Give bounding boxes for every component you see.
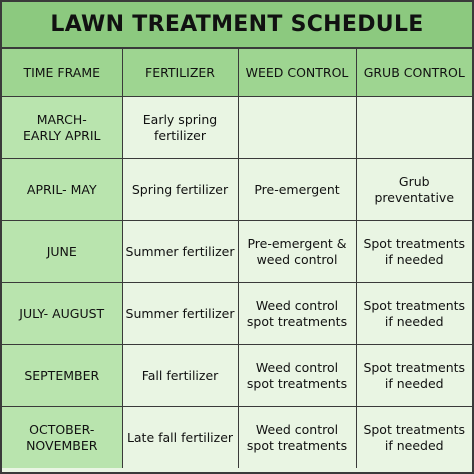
cell-text-line: Summer fertilizer — [125, 243, 235, 259]
cell-text-line: Weed control — [255, 421, 339, 437]
cell-time-frame — [2, 283, 122, 345]
cell-fertilizer — [122, 407, 238, 469]
table-row — [2, 97, 472, 159]
cell-text-line: Pre-emergent — [254, 181, 340, 197]
schedule-table — [2, 49, 472, 468]
cell-text-line: spot treatments — [246, 437, 348, 453]
cell-grub-control — [356, 221, 472, 283]
cell-fertilizer — [122, 283, 238, 345]
column-header-time-frame: TIME FRAME — [2, 49, 122, 97]
cell-text-line: APRIL- MAY — [26, 181, 97, 197]
cell-text-line: if needed — [384, 251, 444, 267]
cell-time-frame — [2, 159, 122, 221]
cell-text-line: Summer fertilizer — [125, 305, 235, 321]
column-header-grub-control: GRUB CONTROL — [356, 49, 472, 97]
cell-text-line: SEPTEMBER — [24, 367, 100, 383]
cell-text-line: Grub preventative — [374, 173, 455, 205]
cell-fertilizer — [122, 221, 238, 283]
cell-grub-control — [356, 407, 472, 469]
cell-text-line: if needed — [384, 313, 444, 329]
schedule-rows — [2, 97, 472, 469]
cell-text-line: Late fall fertilizer — [126, 429, 234, 445]
cell-time-frame — [2, 97, 122, 159]
table-row — [2, 221, 472, 283]
cell-text-line: Weed control — [255, 359, 339, 375]
cell-grub-control — [356, 159, 472, 221]
cell-text-line: if needed — [384, 437, 444, 453]
header-row — [2, 49, 472, 97]
cell-text-line: weed control — [256, 251, 338, 267]
table-row — [2, 159, 472, 221]
column-header-fertilizer: FERTILIZER — [122, 49, 238, 97]
cell-text-line: Spring fertilizer — [131, 181, 229, 197]
cell-weed-control — [238, 345, 356, 407]
cell-text-line: spot treatments — [246, 313, 348, 329]
cell-text-line: EARLY APRIL — [23, 127, 101, 143]
cell-text-line: Fall fertilizer — [141, 367, 219, 383]
cell-text-line: Spot treatments — [363, 421, 466, 437]
column-header-weed-control: WEED CONTROL — [238, 49, 356, 97]
cell-time-frame — [2, 407, 122, 469]
table-row — [2, 345, 472, 407]
cell-weed-control — [238, 97, 356, 159]
cell-weed-control — [238, 407, 356, 469]
cell-fertilizer — [122, 97, 238, 159]
cell-fertilizer — [122, 159, 238, 221]
cell-weed-control — [238, 283, 356, 345]
cell-text-line: Spot treatments — [363, 359, 466, 375]
cell-text-line: fertilizer — [154, 127, 206, 143]
cell-text-line: OCTOBER- — [29, 421, 95, 437]
cell-text-line: JULY- AUGUST — [19, 305, 105, 321]
cell-text-line: NOVEMBER — [26, 437, 98, 453]
table-row — [2, 407, 472, 469]
cell-text-line: Spot treatments — [363, 297, 466, 313]
cell-text-line: MARCH- — [36, 111, 87, 127]
cell-text-line: Weed control — [255, 297, 339, 313]
cell-fertilizer — [122, 345, 238, 407]
cell-text-line: Spot treatments — [363, 235, 466, 251]
cell-text-line: Early spring — [142, 111, 218, 127]
cell-time-frame — [2, 345, 122, 407]
cell-grub-control — [356, 97, 472, 159]
cell-weed-control — [238, 159, 356, 221]
cell-text-line: if needed — [384, 375, 444, 391]
table-row — [2, 283, 472, 345]
cell-time-frame — [2, 221, 122, 283]
cell-text-line: JUNE — [46, 243, 77, 259]
cell-grub-control — [356, 345, 472, 407]
cell-text-line: Pre-emergent & — [247, 235, 347, 251]
page-title: LAWN TREATMENT SCHEDULE — [2, 2, 472, 49]
cell-grub-control — [356, 283, 472, 345]
cell-text-line: spot treatments — [246, 375, 348, 391]
cell-weed-control — [238, 221, 356, 283]
